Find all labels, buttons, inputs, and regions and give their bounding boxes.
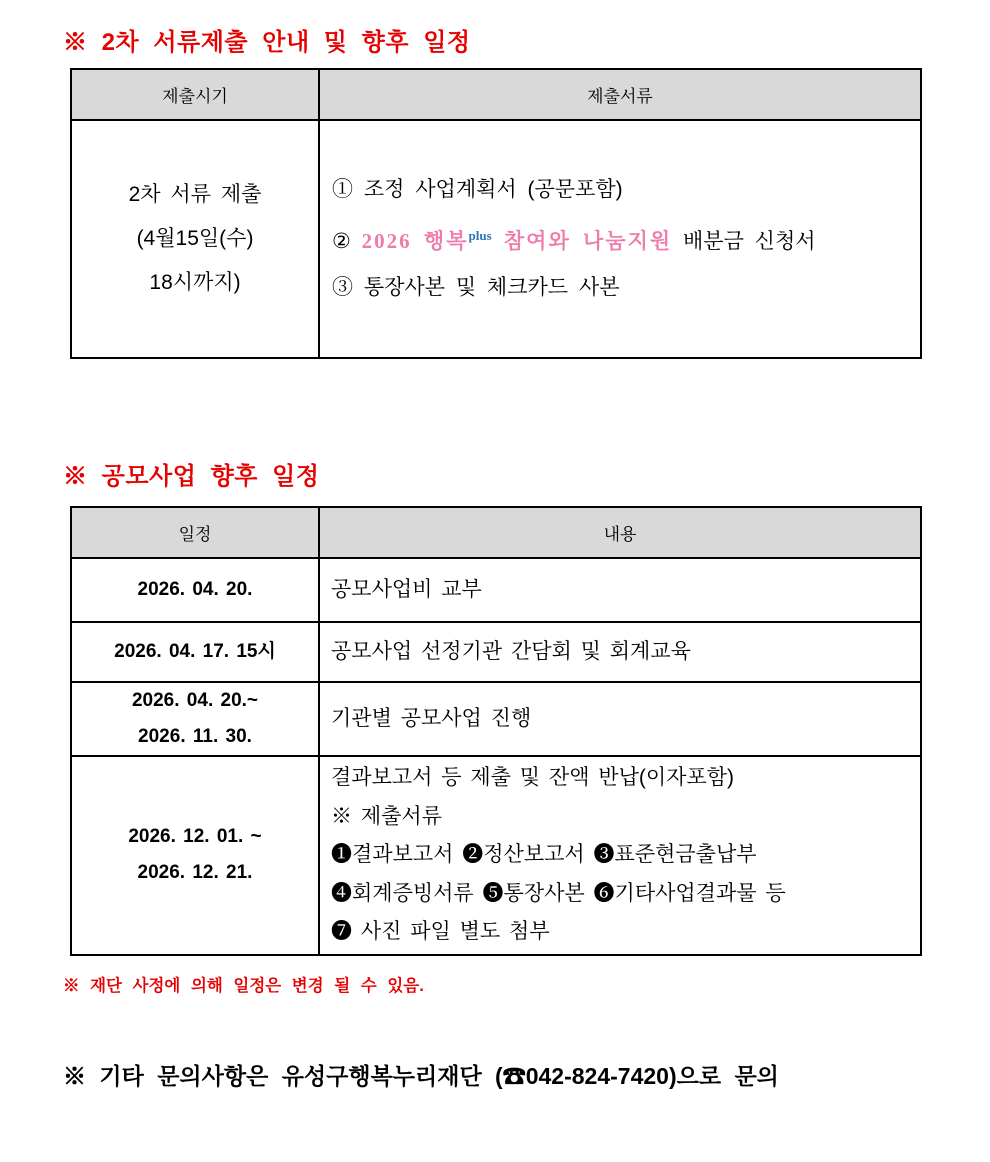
contact-note [63,1058,779,1091]
doc2-program-name: 2026 행복 [361,229,469,253]
schedule-row-4-date [71,756,319,955]
doc2-plus-superscript: plus [468,228,492,243]
period-line-2: (4월15일(수) [136,227,254,250]
schedule-row-1-content [319,558,921,622]
period-line-1: 2차 서류 제출 [128,183,262,206]
contact-text-pre: ※ 기타 문의사항은 유성구행복누리재단 ( [63,1063,503,1089]
doc2-program-name-tail: 참여와 나눔지원 [491,229,673,253]
content-line: ❶결과보고서 ❷정산보고서 ❸표준현금출납부 [331,843,757,866]
schedule-row-4 [71,756,921,955]
submission-table-row [71,120,921,358]
schedule-header-content: 내용 [319,507,921,558]
doc-item-2 [332,213,920,265]
content-line: 공모사업 선정기관 간담회 및 회계교육 [331,639,691,663]
submission-docs-cell [319,120,921,358]
doc-item-3: ③ 통장사본 및 체크카드 사본 [332,276,620,299]
schedule-row-3 [71,682,921,756]
schedule-row-3-date [71,682,319,756]
schedule-row-3-content [319,682,921,756]
schedule-table [70,506,922,956]
section2-title: ※ 공모사업 향후 일정 [63,463,320,490]
content-line: ❹회계증빙서류 ❺통장사본 ❻기타사업결과물 등 [331,881,786,905]
submission-period-cell [71,120,319,358]
schedule-change-note: ※ 재단 사정에 의해 일정은 변경 될 수 있음. [63,977,424,995]
schedule-row-1-date [71,558,319,622]
submission-table [70,68,922,359]
section1-title: ※ 2차 서류제출 안내 및 향후 일정 [63,29,471,56]
schedule-row-2-content [319,622,921,682]
schedule-row-1 [71,558,921,622]
contact-text-post: )으로 문의 [668,1063,779,1089]
content-line: 결과보고서 등 제출 및 잔액 반납(이자포함) [331,766,735,789]
schedule-table-header-row [71,507,921,558]
content-line: ❼ 사진 파일 별도 첨부 [331,920,550,943]
schedule-row-4-content [319,756,921,955]
date-line: 2026. 12. 21. [137,862,253,884]
phone-number: 042-824-7420 [525,1063,669,1089]
doc-item-1: ① 조정 사업계획서 (공문포함) [332,178,623,201]
phone-icon: ☎ [502,1063,526,1089]
submission-table-header-row [71,69,921,120]
date-line: 2026. 04. 17. 15시 [114,641,276,662]
date-line: 2026. 04. 20. [137,579,253,600]
date-line: 2026. 12. 01. ~ [128,826,262,848]
period-line-3: 18시까지) [149,271,241,294]
schedule-row-2-date [71,622,319,682]
schedule-header-date: 일정 [71,507,319,558]
submission-header-period: 제출시기 [71,69,319,120]
content-line: 공모사업비 교부 [331,577,482,601]
content-line: 기관별 공모사업 진행 [331,706,532,730]
date-line: 2026. 04. 20.~ [131,690,259,711]
doc2-rest-text: 배분금 신청서 [672,230,816,253]
content-line: ※ 제출서류 [331,804,442,828]
date-line: 2026. 11. 30. [138,726,252,747]
schedule-row-2 [71,622,921,682]
doc2-number: ② [332,230,362,253]
submission-header-docs: 제출서류 [319,69,921,120]
